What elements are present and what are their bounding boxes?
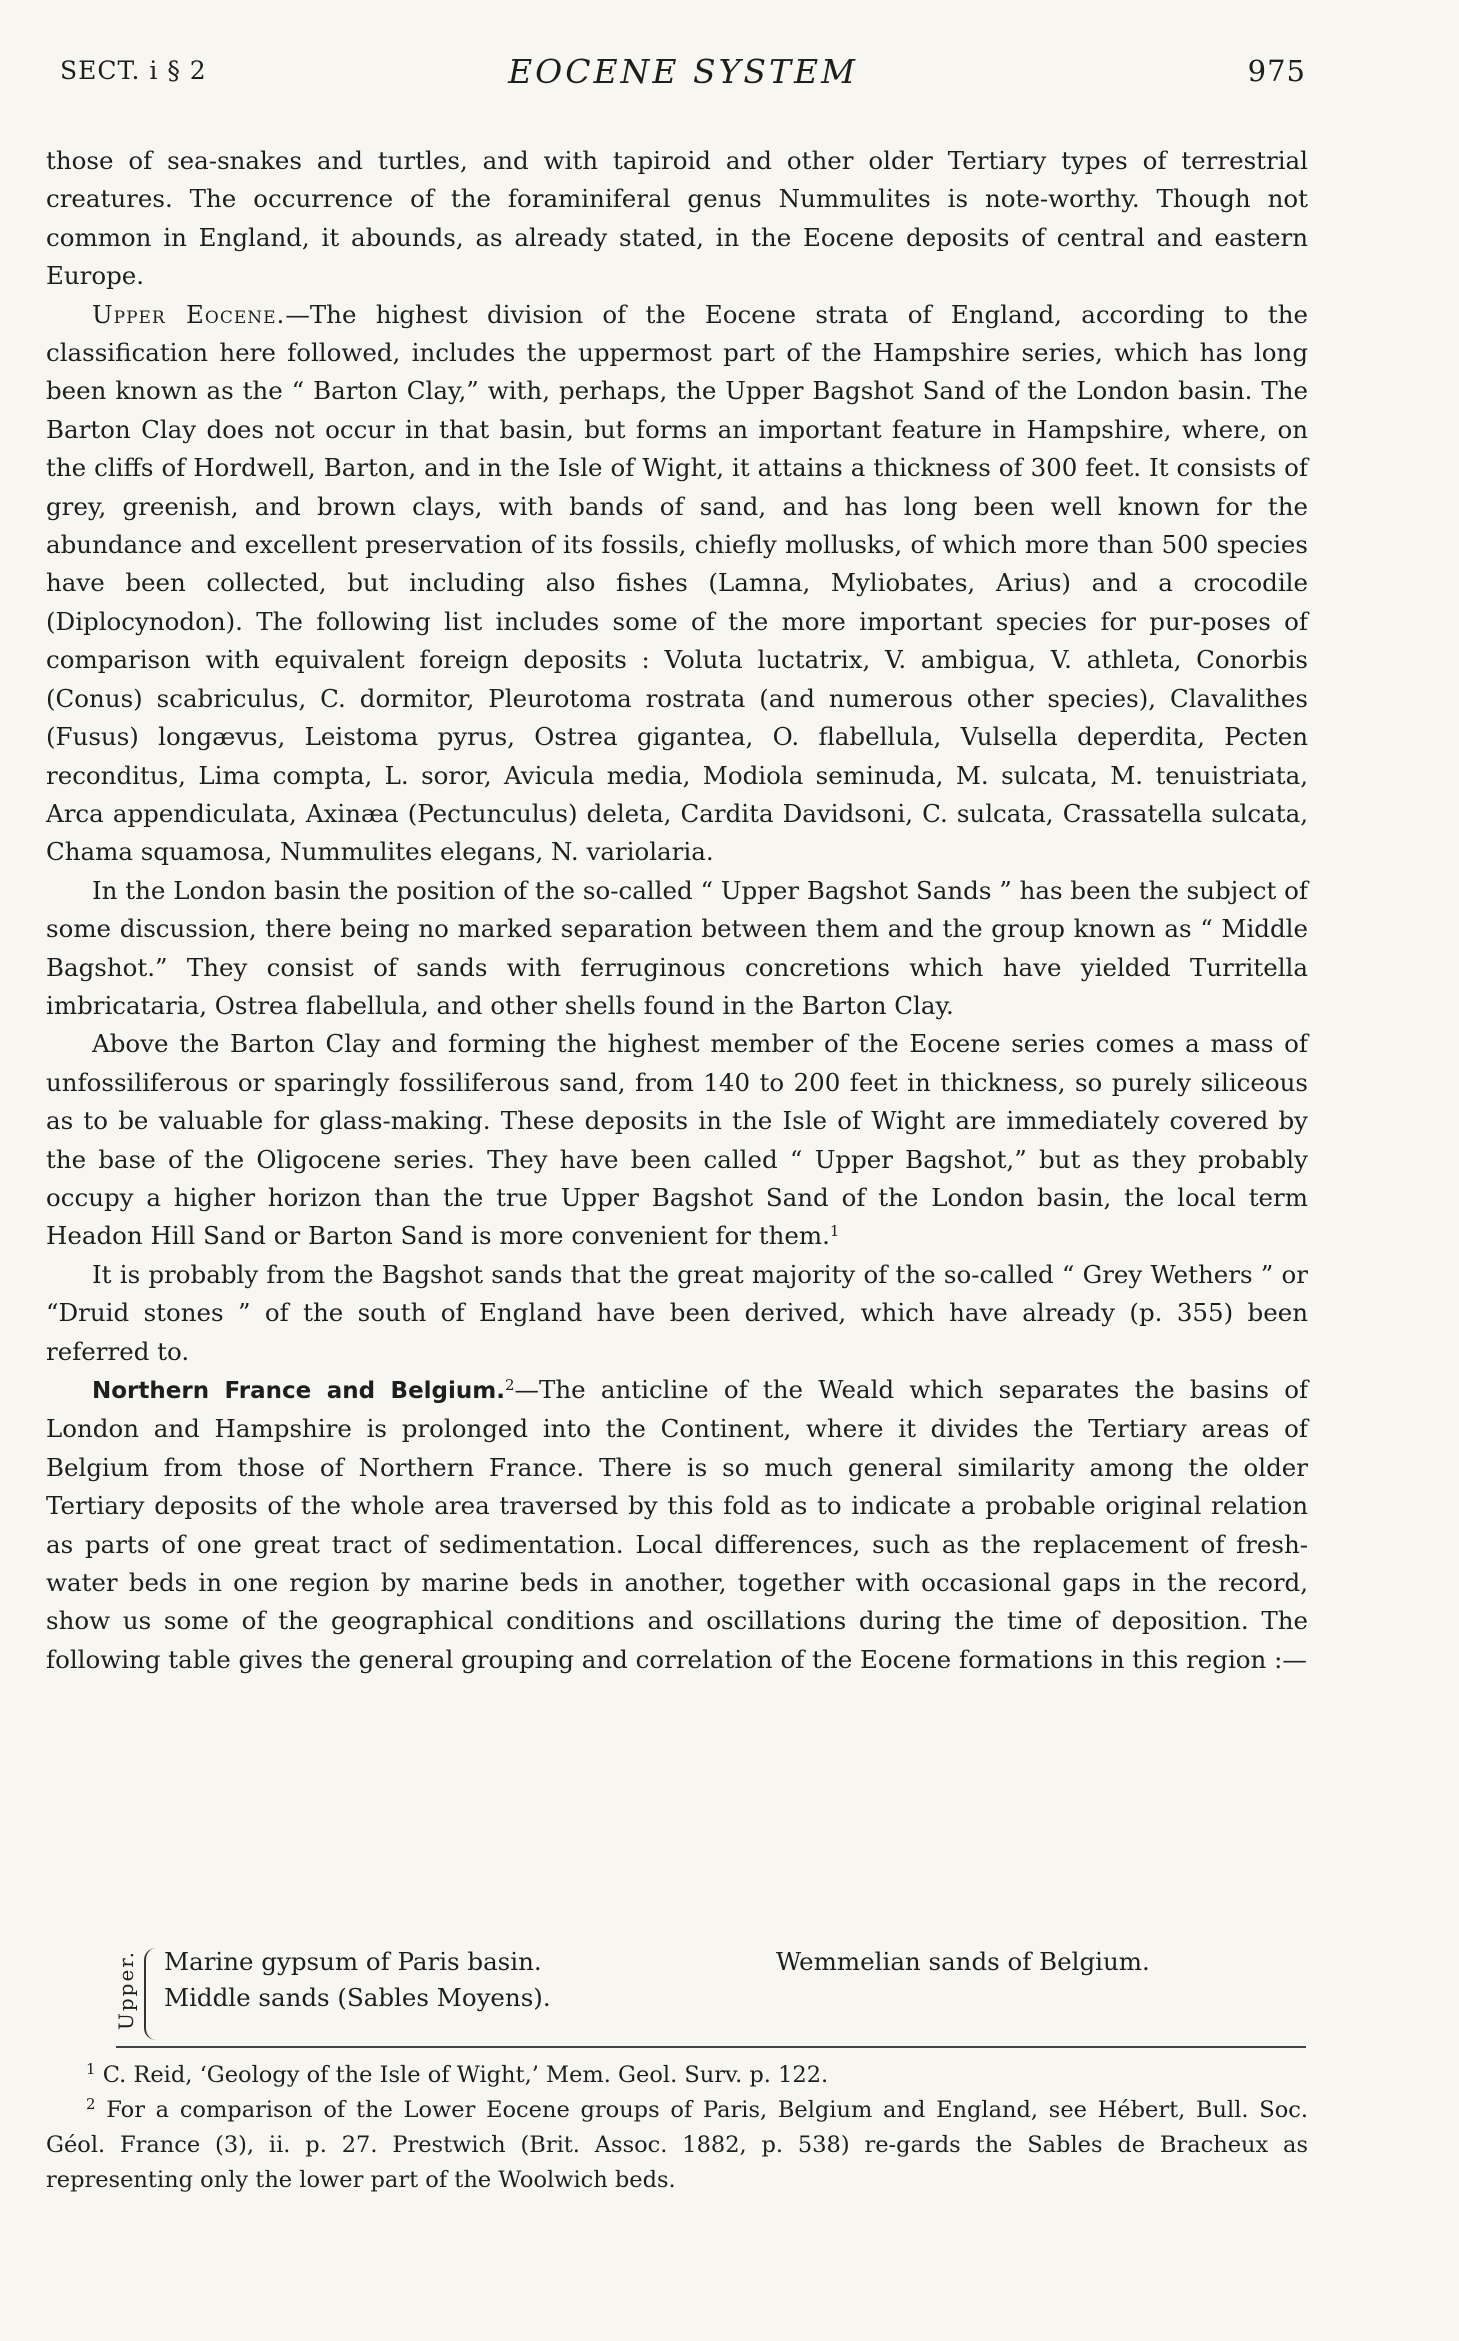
footnote-1-text: C. Reid, ‘Geology of the Isle of Wight,’ Mem. Geol. Surv. p. 122.	[102, 2062, 829, 2088]
section-label: SECT. i § 2	[60, 56, 207, 85]
footnotes	[46, 2058, 1308, 2198]
paragraph-1: those of sea-snakes and turtles, and with tapiroid and other older Tertiary types of terrestrial creatures. The occurrence of the foraminiferal genus Nummulites is note-worthy. Though not common in England, it abounds, as already stated, in the Eocene deposits of central and eastern Europe.	[46, 146, 1308, 291]
paragraph-4-text: Above the Barton Clay and forming the highest member of the Eocene series comes a mass of unfossiliferous or sparingly fossiliferous sand, from 140 to 200 feet in thickness, so purely siliceous as to be valuable for glass-making. These deposits in the Isle of Wight are immediately covered by the base of the Oligocene series. They have been called “ Upper Bagshot,” but as they probably occupy a higher horizon than the true Upper Bagshot Sand of the London basin, the local term Headon Hill Sand or Barton Sand is more convenient for them.	[46, 1029, 1308, 1251]
paragraph-3: In the London basin the position of the so-called “ Upper Bagshot Sands ” has been the subject of some discussion, there being no marked separation between them and the group known as “ Middle Bagshot.” They consist of sands with ferruginous concretions which have yielded Turritella imbricataria, Ostrea flabellula, and other shells found in the Barton Clay.	[46, 875, 1308, 1020]
footnote-ref-2: 2	[504, 1376, 515, 1394]
footnote-ref-1: 1	[829, 1222, 840, 1241]
northern-france-heading: Northern France and Belgium.	[92, 1378, 505, 1404]
paragraph-4	[46, 1025, 1308, 1255]
body-text	[46, 142, 1308, 1679]
footnote-1	[46, 2058, 1308, 2093]
footnote-2-mark: 2	[86, 2095, 96, 2113]
paragraph-northern-france	[46, 1371, 1308, 1679]
belgium-row-1: Wemmelian sands of Belgium.	[776, 1947, 1150, 1976]
footnote-2	[46, 2093, 1308, 2198]
france-row-1: Marine gypsum of Paris basin.	[164, 1947, 542, 1976]
correlation-table	[46, 1940, 1308, 2048]
upper-eocene-heading: Upper Eocene.	[92, 299, 286, 329]
footnote-2-text: For a comparison of the Lower Eocene groups of Paris, Belgium and England, see Hébert, Bull. Soc. Géol. France (3), ii. p. 27. Prestwich (Brit. Assoc. 1882, p. 538) re-gards the Sables de Bracheux as representing only the lower part of the Woolwich beds.	[46, 2097, 1309, 2193]
paragraph-2-text: —The highest division of the Eocene strata of England, according to the classification here followed, includes the uppermost part of the Hampshire series, which has long been known as the “ Barton Clay,” with, perhaps, the Upper Bagshot Sand of the London basin. The Barton Clay does not occur in that basin, but forms an important feature in Hampshire, where, on the cliffs of Hordwell, Barton, and in the Isle of Wight, it attains a thickness of 300 feet. It consists of grey, greenish, and brown clays, with bands of sand, and has long been well known for the abundance and excellent preservation of its fossils, chiefly mollusks, of which more than 500 species have been collected, but including also fishes (Lamna, Myliobates, Arius) and a crocodile (Diplocynodon). The following list includes some of the more important species for pur-poses of comparison with equivalent foreign deposits : Voluta luctatrix, V. ambigua, V. athleta, Conorbis (Conus) scabriculus, C. dormitor, Pleurotoma rostrata (and numerous other species), Clavalithes (Fusus) longævus, Leistoma pyrus, Ostrea gigantea, O. flabellula, Vulsella deperdita, Pecten reconditus, Lima compta, L. soror, Avicula media, Modiola seminuda, M. sulcata, M. tenuistriata, Arca appendiculata, Axinæa (Pectunculus) deleta, Cardita Davidsoni, C. sulcata, Crassatella sulcata, Chama squamosa, Nummulites elegans, N. variolaria.	[46, 299, 1308, 867]
footnote-rule	[116, 2046, 1306, 2048]
brace	[144, 1948, 160, 2040]
france-row-2: Middle sands (Sables Moyens).	[164, 1983, 551, 2012]
france-column	[164, 1944, 551, 2016]
group-label: Upper.	[114, 1949, 138, 2031]
page-title: EOCENE SYSTEM	[508, 52, 858, 91]
paragraph-6-text: —The anticline of the Weald which separates the basins of London and Hampshire is prolonged into the Continent, where it divides the Tertiary areas of Belgium from those of Northern France. There is so much general similarity among the older Tertiary deposits of the whole area traversed by this fold as to indicate a probable original relation as parts of one great tract of sedimentation. Local differences, such as the replacement of fresh-water beds in one region by marine beds in another, together with occasional gaps in the record, show us some of the geographical conditions and oscillations during the time of deposition. The following table gives the general grouping and correlation of the Eocene formations in this region :—	[46, 1375, 1309, 1674]
belgium-column	[776, 1944, 1150, 1980]
footnote-1-mark: 1	[86, 2060, 96, 2078]
page-number: 975	[1247, 54, 1306, 88]
paragraph-upper-eocene	[46, 296, 1308, 872]
running-head	[60, 52, 1306, 96]
paragraph-5: It is probably from the Bagshot sands that the great majority of the so-called “ Grey Wethers ” or “Druid stones ” of the south of England have been derived, which have already (p. 355) been referred to.	[46, 1259, 1308, 1366]
